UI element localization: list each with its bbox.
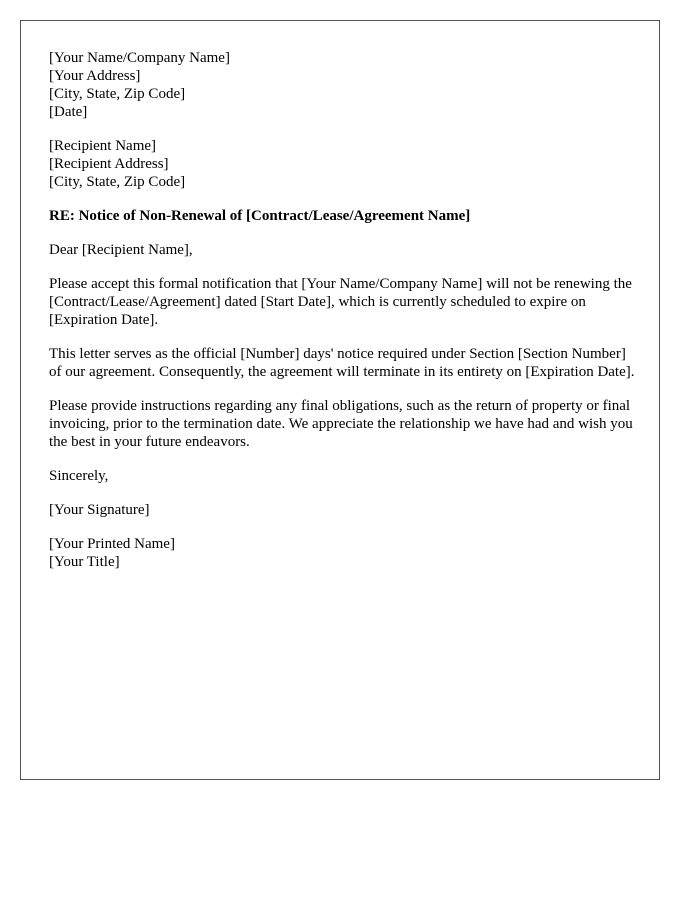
letter-page bbox=[20, 20, 660, 780]
closing: Sincerely, bbox=[49, 468, 109, 484]
body-paragraph-3: Please provide instructions regarding any final obligations, such as the return of property or final invoicing, prior to the termination date. We appreciate the relationship we have had and wish you the best in your future endeavors. bbox=[49, 398, 633, 450]
signer-title: [Your Title] bbox=[49, 554, 120, 570]
letter-content bbox=[49, 49, 639, 587]
recipient-city-state-zip: [City, State, Zip Code] bbox=[49, 174, 186, 190]
signer-block bbox=[49, 535, 639, 571]
printed-name: [Your Printed Name] bbox=[49, 536, 175, 552]
sender-city-state-zip: [City, State, Zip Code] bbox=[49, 86, 186, 102]
sender-block bbox=[49, 49, 639, 121]
recipient-block bbox=[49, 137, 639, 191]
sender-address: [Your Address] bbox=[49, 68, 141, 84]
subject-line: RE: Notice of Non-Renewal of [Contract/Lease/Agreement Name] bbox=[49, 208, 471, 224]
recipient-name: [Recipient Name] bbox=[49, 138, 157, 154]
body-paragraph-1: Please accept this formal notification that [Your Name/Company Name] will not be renewing the [Contract/Lease/Agreement] dated [Start Date], which is currently scheduled to expire on [Expiration Date]. bbox=[49, 276, 632, 328]
salutation: Dear [Recipient Name], bbox=[49, 242, 193, 258]
letter-date: [Date] bbox=[49, 104, 88, 120]
signature: [Your Signature] bbox=[49, 502, 150, 518]
body-paragraph-2: This letter serves as the official [Number] days' notice required under Section [Section Number] of our agreement. Consequently, the agreement will terminate in its entirety on [Expiration Date]. bbox=[49, 346, 635, 380]
sender-name: [Your Name/Company Name] bbox=[49, 50, 230, 66]
recipient-address: [Recipient Address] bbox=[49, 156, 169, 172]
